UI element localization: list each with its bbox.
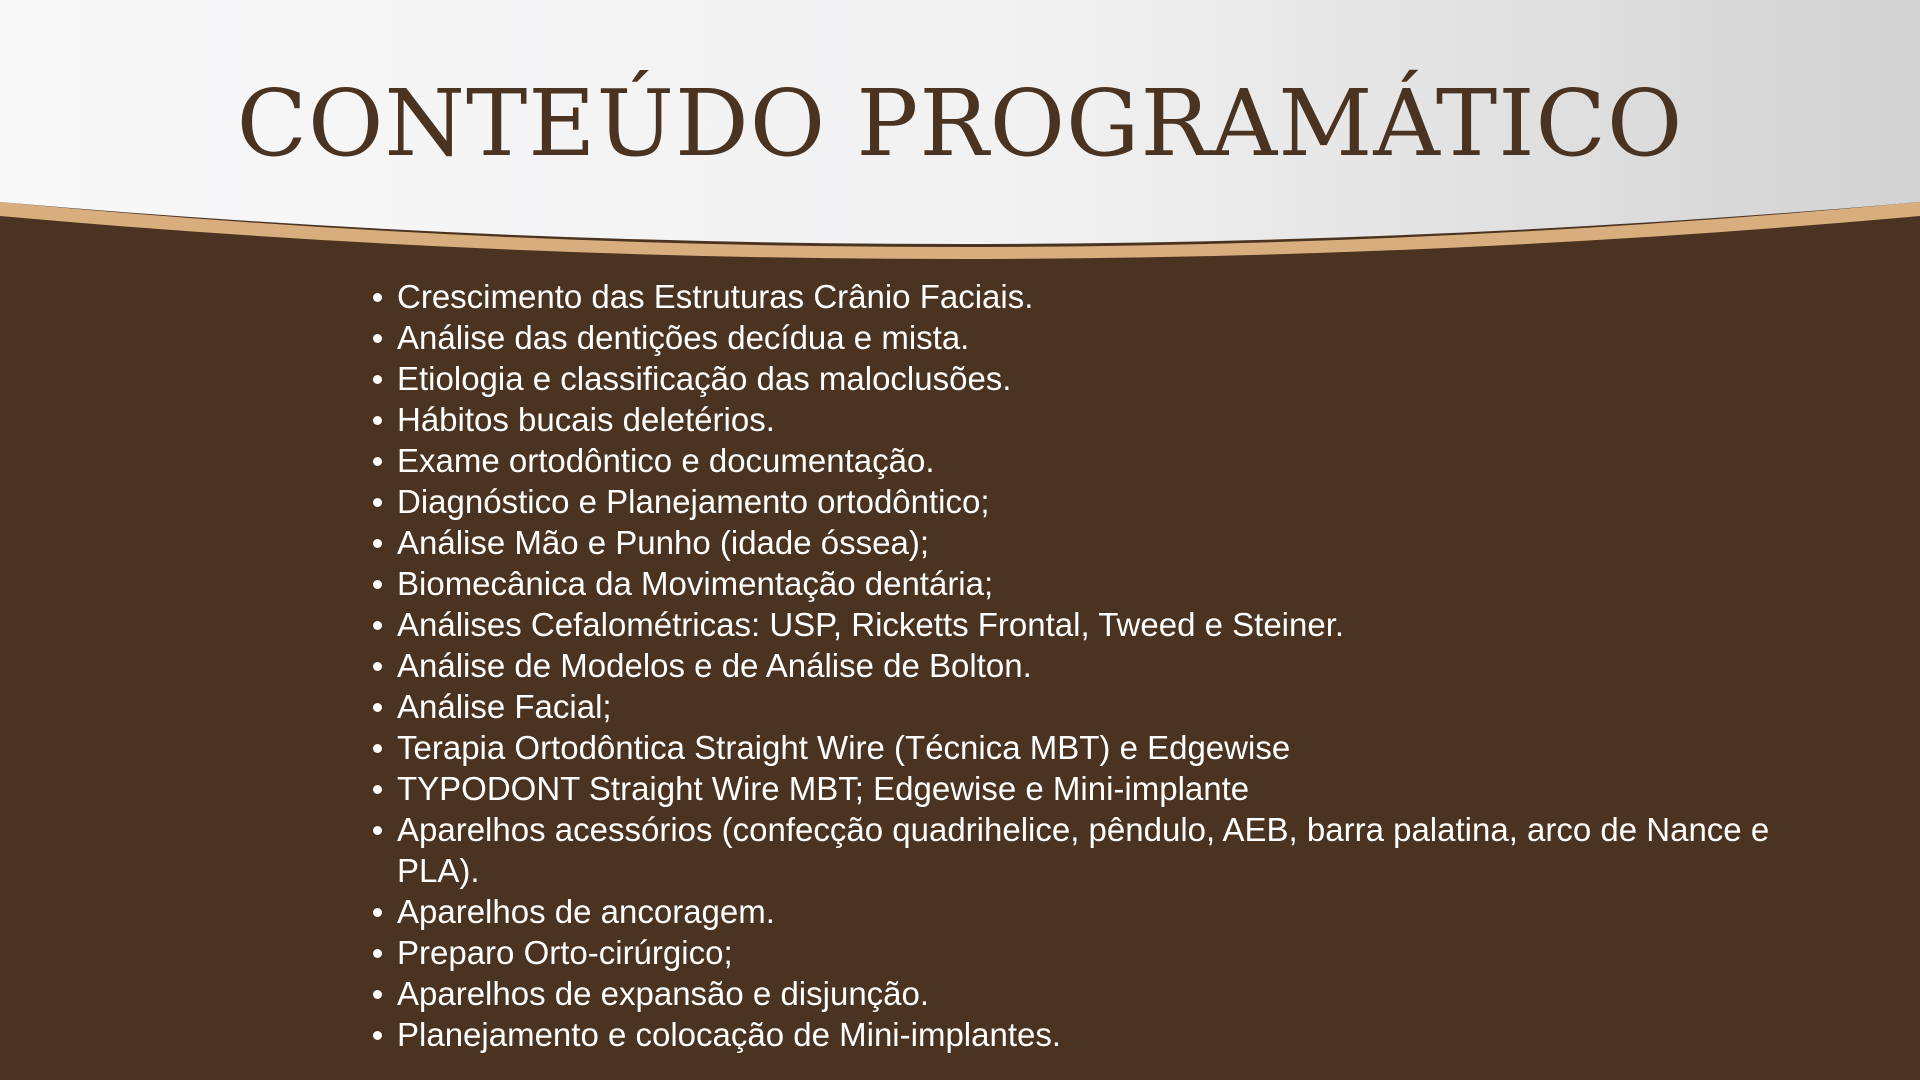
list-item: Diagnóstico e Planejamento ortodôntico;	[397, 481, 1837, 522]
list-item: Crescimento das Estruturas Crânio Faciais.	[397, 276, 1837, 317]
topic-list	[397, 276, 1837, 1055]
list-item: Análise das dentições decídua e mista.	[397, 317, 1837, 358]
list-item: Exame ortodôntico e documentação.	[397, 440, 1837, 481]
list-item: Análise Facial;	[397, 686, 1837, 727]
list-item: Terapia Ortodôntica Straight Wire (Técnica MBT) e Edgewise	[397, 727, 1837, 768]
list-item: Planejamento e colocação de Mini-implantes.	[397, 1014, 1837, 1055]
list-item: Preparo Orto-cirúrgico;	[397, 932, 1837, 973]
list-item: Biomecânica da Movimentação dentária;	[397, 563, 1837, 604]
list-item: Etiologia e classificação das maloclusões.	[397, 358, 1837, 399]
list-item: Análise Mão e Punho (idade óssea);	[397, 522, 1837, 563]
list-item: Análise de Modelos e de Análise de Bolton.	[397, 645, 1837, 686]
list-item: Hábitos bucais deletérios.	[397, 399, 1837, 440]
list-item: Análises Cefalométricas: USP, Ricketts Frontal, Tweed e Steiner.	[397, 604, 1837, 645]
list-item: Aparelhos de expansão e disjunção.	[397, 973, 1837, 1014]
list-item: Aparelhos acessórios (confecção quadrihelice, pêndulo, AEB, barra palatina, arco de Nance e PLA).	[397, 809, 1837, 891]
list-item: TYPODONT Straight Wire MBT; Edgewise e Mini-implante	[397, 768, 1837, 809]
list-item: Aparelhos de ancoragem.	[397, 891, 1837, 932]
page-title: CONTEÚDO PROGRAMÁTICO	[236, 70, 1684, 177]
